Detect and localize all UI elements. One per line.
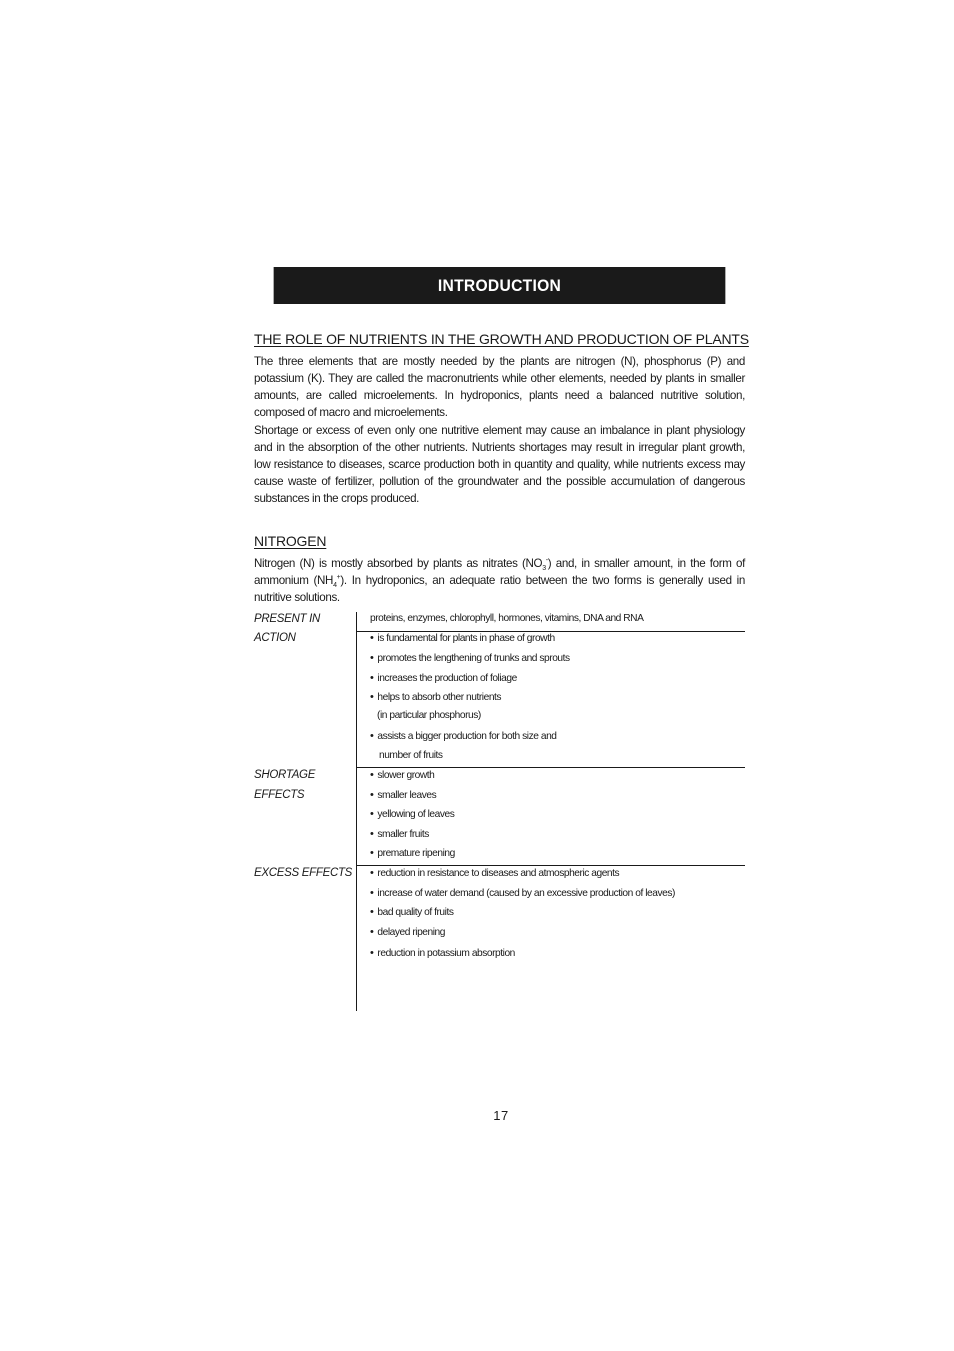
- list-item: • reduction in potassium absorption: [370, 947, 515, 959]
- bullet-icon: •: [370, 730, 374, 742]
- list-item: • bad quality of fruits: [370, 906, 454, 918]
- paragraph-nitrogen-intro: [254, 555, 745, 606]
- list-item: • promotes the lengthening of trunks and sprouts: [370, 652, 570, 664]
- banner-title: INTRODUCTION: [437, 275, 562, 295]
- list-item: • delayed ripening: [370, 926, 445, 938]
- list-item: • smaller leaves: [370, 789, 437, 801]
- list-item: • is fundamental for plants in phase of growth: [370, 632, 555, 644]
- bullet-icon: •: [370, 947, 374, 959]
- bullet-icon: •: [370, 847, 374, 859]
- nitrate-superscript: -: [545, 557, 548, 564]
- table-vertical-rule: [356, 612, 357, 1011]
- nitrogen-intro-part-c: ). In hydroponics, an adequate ratio between the two forms is generally used in nutritive solutions.: [254, 574, 745, 604]
- bullet-icon: •: [370, 789, 374, 801]
- ammonium-superscript: +: [336, 574, 341, 581]
- bullet-icon: •: [370, 867, 374, 879]
- bullet-icon: •: [370, 808, 374, 820]
- nitrogen-table: [254, 612, 745, 1011]
- bullet-icon: •: [370, 672, 374, 684]
- list-item: • smaller fruits: [370, 828, 429, 840]
- section-banner: [274, 267, 726, 304]
- label-action: ACTION: [254, 632, 296, 644]
- paragraph-macronutrients: The three elements that are mostly needed by the plants are nitrogen (N), phosphorus (P) and potassium (K). They are called the macronutrients while other elements, needed by plants in smaller amounts, are called microelements. In hydroponics, plants need a balanced nutritive solution, composed of macro and microelements.: [254, 355, 745, 419]
- bullet-icon: •: [370, 632, 374, 644]
- nitrogen-intro-part-a: Nitrogen (N) is mostly absorbed by plants as nitrates (NO: [254, 557, 543, 570]
- label-shortage: SHORTAGE: [254, 769, 316, 781]
- list-item: • increases the production of foliage: [370, 672, 517, 684]
- list-item: • slower growth: [370, 769, 435, 781]
- label-present-in: PRESENT IN: [254, 613, 321, 625]
- list-item: • assists a bigger production for both size and: [370, 730, 557, 742]
- bullet-icon: •: [370, 887, 374, 899]
- list-item: • premature ripening: [370, 847, 455, 859]
- list-item-continuation: (in particular phosphorus): [377, 710, 481, 721]
- section-heading-nutrients: THE ROLE OF NUTRIENTS IN THE GROWTH AND PRODUCTION OF PLANTS: [254, 331, 749, 347]
- list-item: • helps to absorb other nutrients: [370, 691, 502, 703]
- nitrogen-intro-part-b: ) and, in smaller amount, in the form of ammonium (NH: [254, 557, 745, 587]
- bullet-icon: •: [370, 652, 374, 664]
- bullet-icon: •: [370, 906, 374, 918]
- present-in-value: proteins, enzymes, chlorophyll, hormones, vitamins, DNA and RNA: [370, 613, 644, 624]
- page-number: 17: [493, 1108, 509, 1123]
- list-item: • increase of water demand (caused by an excessive production of leaves): [370, 887, 675, 899]
- nitrate-subscript: 3: [542, 565, 546, 572]
- bullet-icon: •: [370, 691, 374, 703]
- list-item: • reduction in resistance to diseases and atmospheric agents: [370, 867, 620, 879]
- list-item-continuation: number of fruits: [379, 750, 443, 761]
- ammonium-subscript: 4: [333, 582, 337, 589]
- bullet-icon: •: [370, 828, 374, 840]
- label-excess-effects: EXCESS EFFECTS: [254, 867, 353, 879]
- section-heading-nitrogen: NITROGEN: [254, 533, 327, 549]
- list-item: • yellowing of leaves: [370, 808, 455, 820]
- bullet-icon: •: [370, 926, 374, 938]
- bullet-icon: •: [370, 769, 374, 781]
- label-effects: EFFECTS: [254, 789, 305, 801]
- paragraph-shortage-excess: Shortage or excess of even only one nutritive element may cause an imbalance in plant physiology and in the absorption of the other nutrients. Nutrients shortages may result in irregular plant growth, low resistance to diseases, scarce production both in quantity and quality, while nutrients excess may cause waste of fertilizer, pollution of the groundwater and the possible accumulation of dangerous substances in the crops produced.: [254, 424, 745, 505]
